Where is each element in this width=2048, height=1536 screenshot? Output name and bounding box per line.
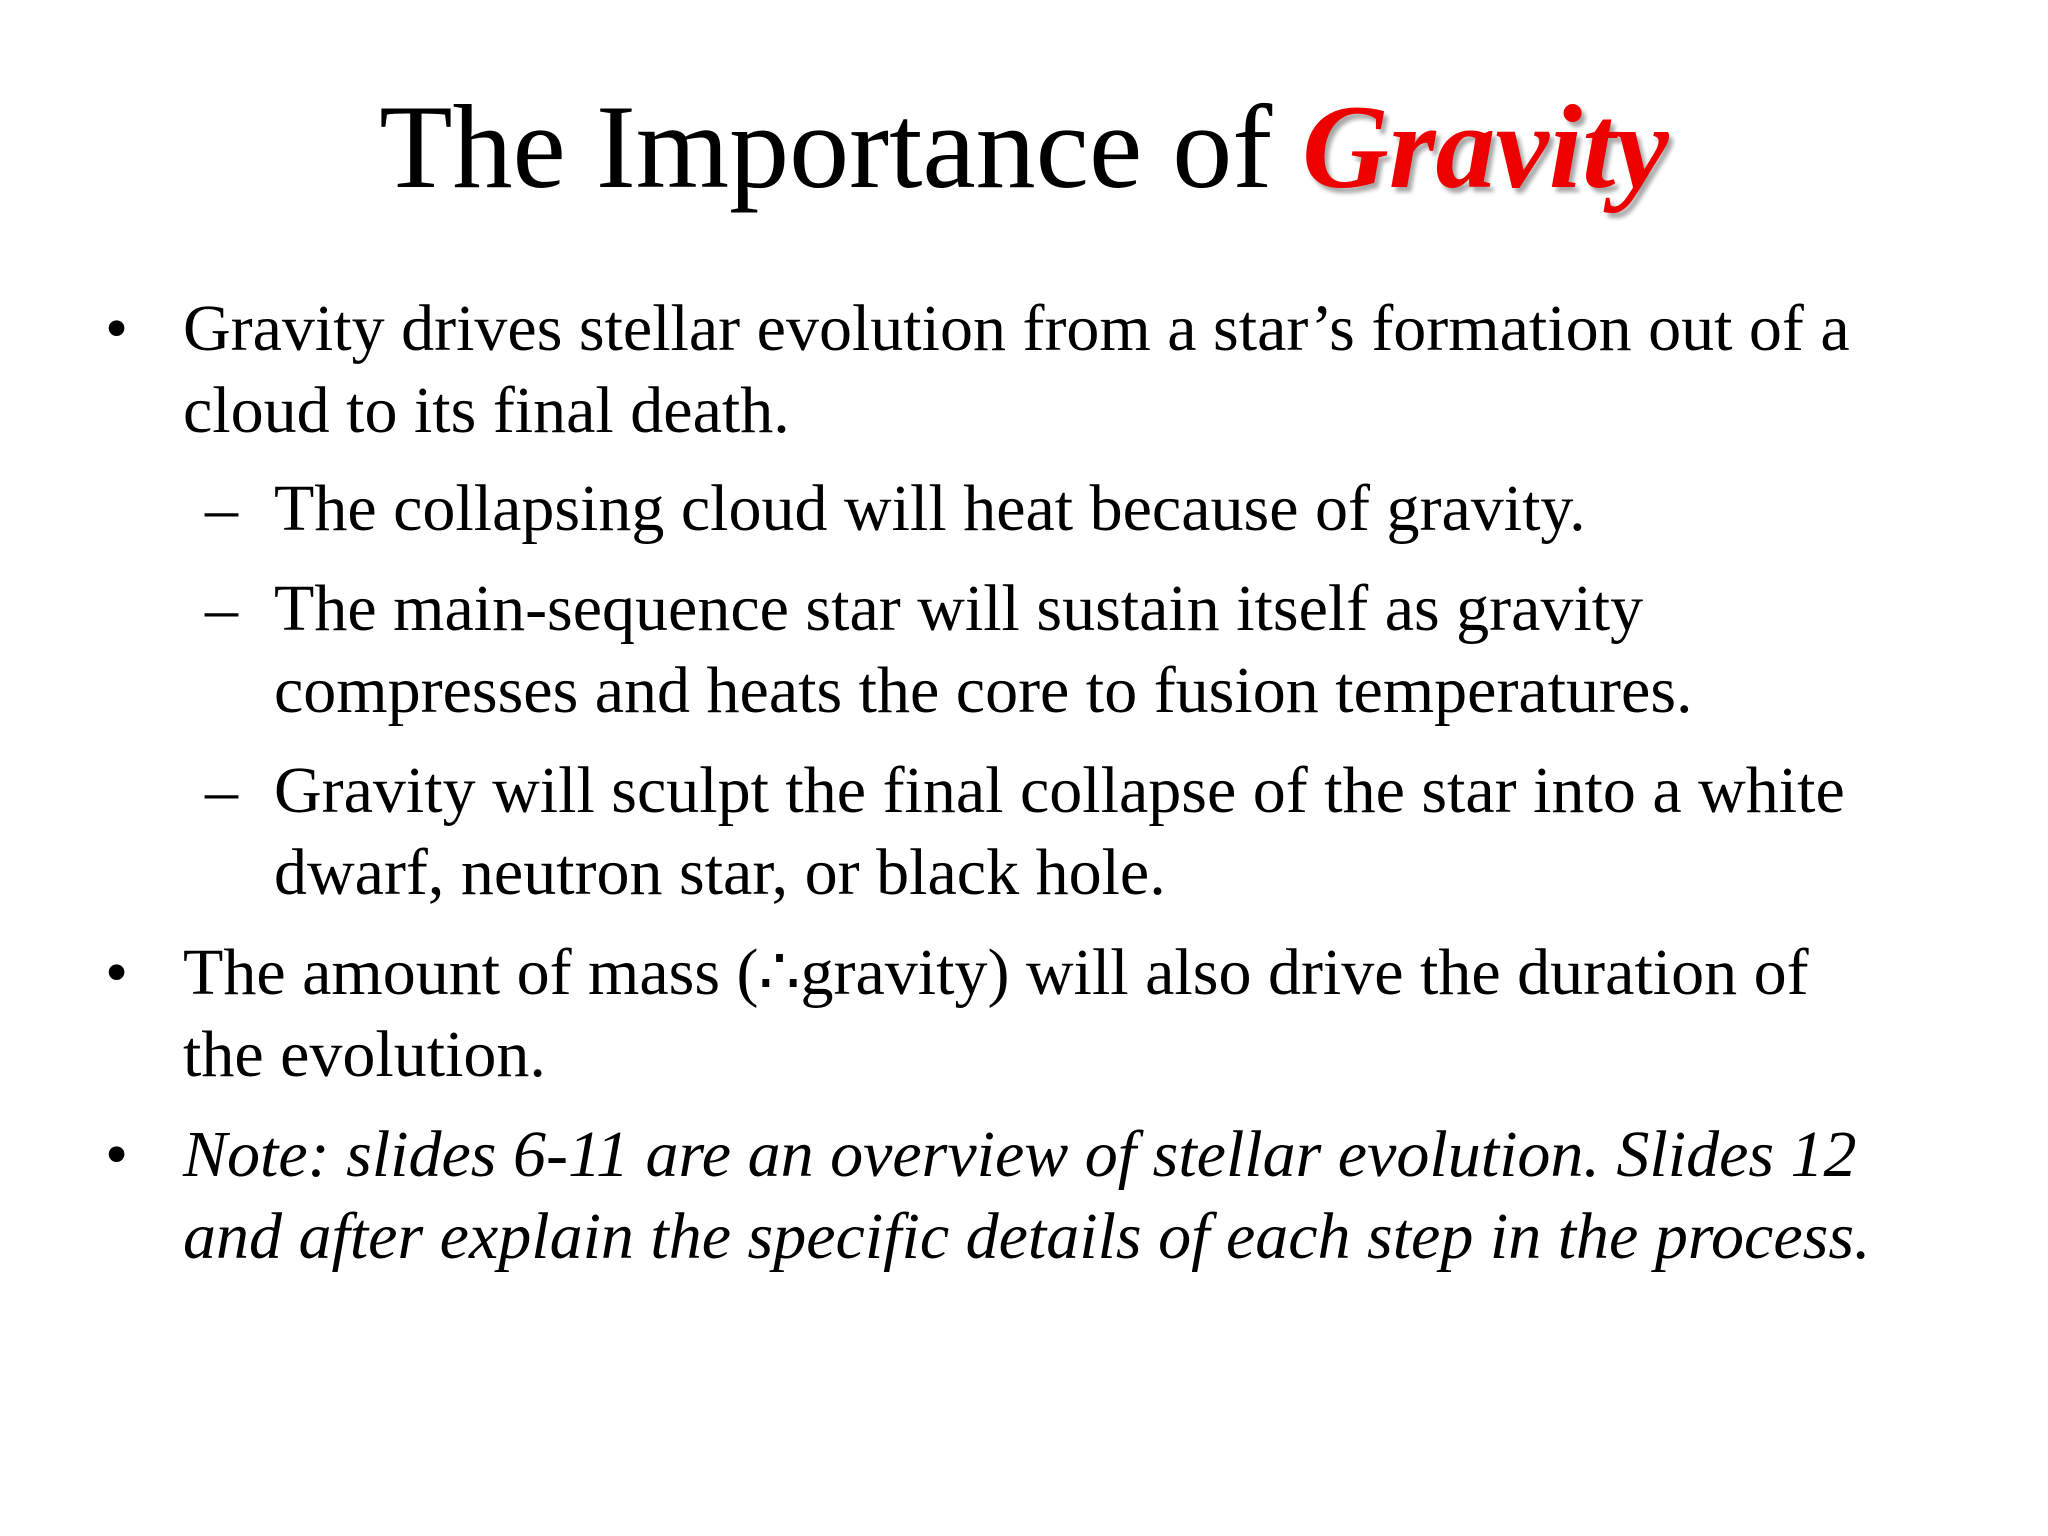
bullet-list xyxy=(0,280,2048,1278)
sub-bullet-line: compresses and heats the core to fusion temperatures. xyxy=(274,654,1693,727)
sub-bullet-line: Gravity will sculpt the final collapse of the star into a white xyxy=(274,754,1845,827)
bullet-marker: • xyxy=(105,292,129,365)
bullet-item-note xyxy=(0,1114,2048,1278)
bullet-line: The amount of mass (∴gravity) will also drive the duration of xyxy=(183,936,1809,1009)
note-line: Note: slides 6-11 are an overview of stellar evolution. Slides 12 xyxy=(183,1118,1857,1191)
dash-marker: – xyxy=(205,572,238,645)
bullet-item xyxy=(0,932,2048,1096)
sub-bullet-line: dwarf, neutron star, or black hole. xyxy=(274,836,1166,909)
dash-marker: – xyxy=(205,472,238,545)
bullet-line: the evolution. xyxy=(183,1018,546,1091)
sub-bullet-line: The collapsing cloud will heat because of gravity. xyxy=(274,472,1586,545)
sub-bullet-line: The main-sequence star will sustain itself as gravity xyxy=(274,572,1644,645)
bullet-line: cloud to its final death. xyxy=(183,374,790,447)
sub-bullet-item xyxy=(0,468,2048,550)
bullet-line: Gravity drives stellar evolution from a star’s formation out of a xyxy=(183,292,1850,365)
bullet-item xyxy=(0,288,2048,452)
dash-marker: – xyxy=(205,754,238,827)
sub-bullet-item xyxy=(0,750,2048,914)
title-accent-text: Gravity xyxy=(1302,80,1669,213)
slide-title xyxy=(0,72,2048,222)
bullet-marker: • xyxy=(105,936,129,1009)
bullet-marker: • xyxy=(105,1118,129,1191)
note-line: and after explain the specific details of each step in the process. xyxy=(183,1200,1871,1273)
sub-bullet-item xyxy=(0,568,2048,732)
title-main-text: The Importance of xyxy=(379,80,1303,213)
